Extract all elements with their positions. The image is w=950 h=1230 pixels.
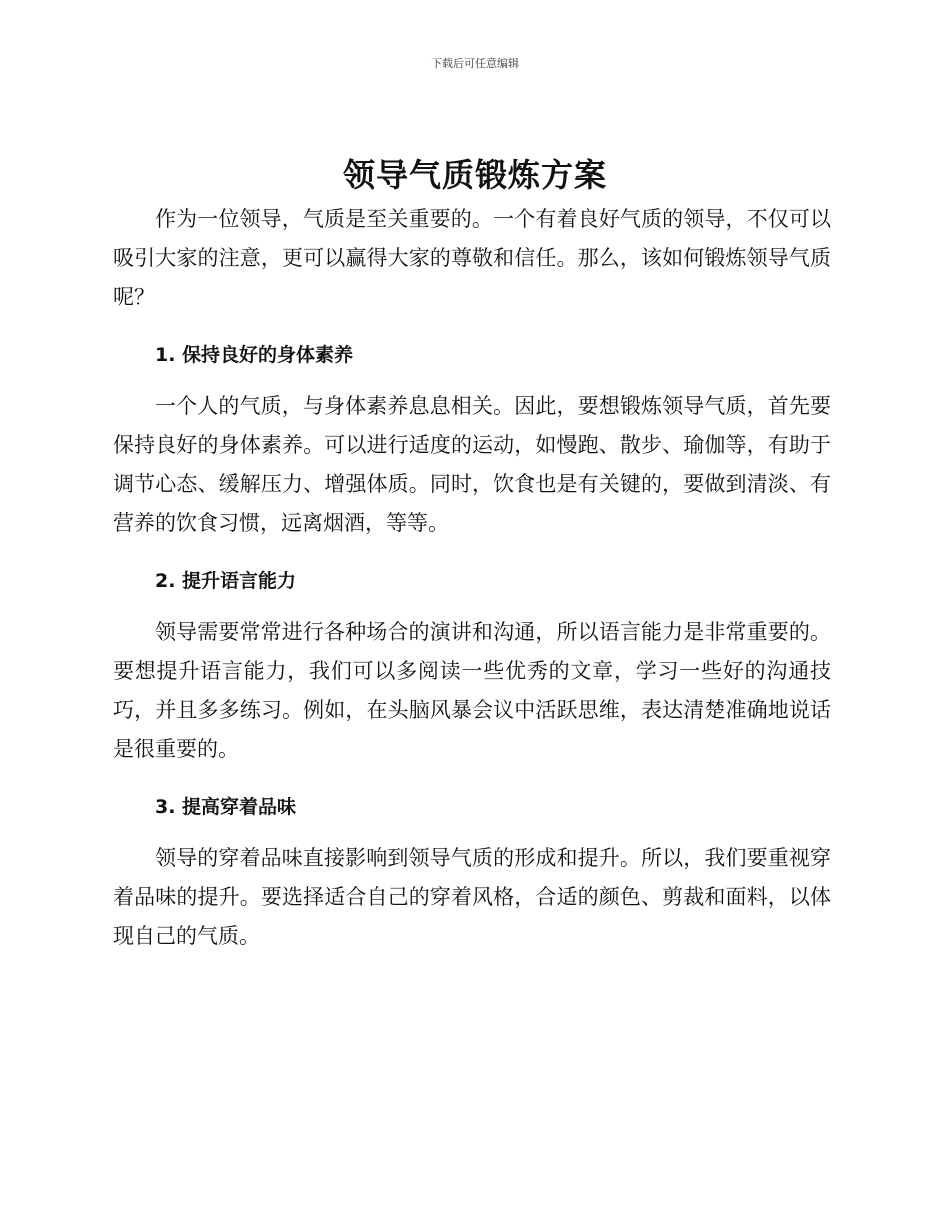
section-paragraph: 领导需要常常进行各种场合的演讲和沟通，所以语言能力是非常重要的。要想提升语言能力，我们可以多阅读一些优秀的文章，学习一些好的沟通技巧，并且多多练习。例如，在头脑风暴会议中活跃思维，表达清楚准确地说话是很重要的。 (113, 620, 831, 761)
section-paragraph: 领导的穿着品味直接影响到领导气质的形成和提升。所以，我们要重视穿着品味的提升。要选择适合自己的穿着风格，合适的颜色、剪裁和面料，以体现自己的气质。 (113, 846, 831, 948)
section-1 (113, 335, 831, 543)
section-heading: 3. 提高穿着品味 (155, 796, 297, 818)
header-note: 下载后可任意编辑 (431, 57, 519, 70)
document-title: 领导气质锻炼方案 (342, 156, 607, 194)
document-body (113, 200, 831, 966)
section-3 (113, 787, 831, 956)
section-heading: 2. 提升语言能力 (155, 570, 297, 592)
section-paragraph: 一个人的气质，与身体素养息息相关。因此，要想锻炼领导气质，首先要保持良好的身体素养。可以进行适度的运动，如慢跑、散步、瑜伽等，有助于调节心态、缓解压力、增强体质。同时，饮食也是有关键的，要做到清淡、有营养的饮食习惯，远离烟酒，等等。 (113, 394, 831, 535)
section-heading: 1. 保持良好的身体素养 (155, 344, 354, 366)
section-2 (113, 561, 831, 769)
intro-paragraph: 作为一位领导，气质是至关重要的。一个有着良好气质的领导，不仅可以吸引大家的注意，更可以赢得大家的尊敬和信任。那么，该如何锻炼领导气质呢？ (113, 207, 831, 309)
